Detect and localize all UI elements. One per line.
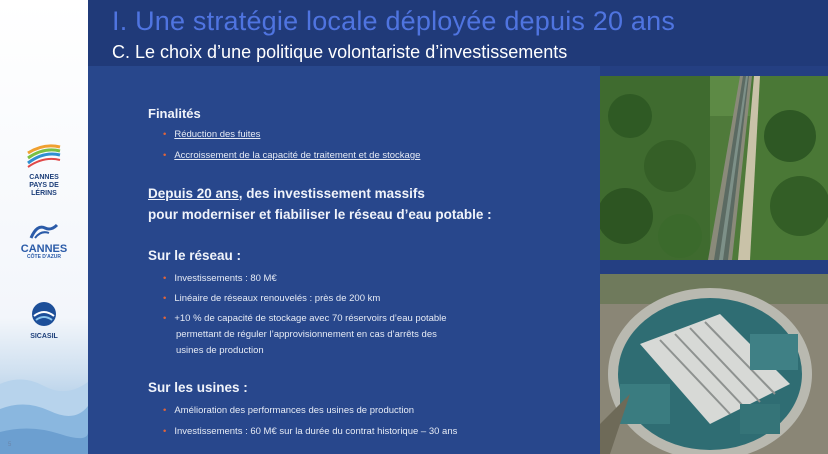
- reseau-item-2: [163, 291, 380, 306]
- usines-heading: Sur les usines :: [148, 380, 248, 395]
- treatment-plant-photo: [600, 274, 828, 454]
- reseau-item-3: [163, 311, 447, 326]
- bullet-icon: •: [163, 405, 167, 416]
- finalites-heading: Finalités: [148, 106, 201, 121]
- finalites-item-1-text: Réduction des fuites: [174, 129, 261, 140]
- logo2-title: CANNES: [20, 243, 68, 255]
- finalites-item-2-text: Accroissement de la capacité de traitement et de stockage: [174, 150, 421, 161]
- usines-item-1-text: Amélioration des performances des usines de production: [174, 405, 415, 416]
- cannes-logo: [8, 222, 80, 261]
- reseau-item-1-text: Investissements : 80 M€: [174, 273, 277, 284]
- usines-item-2: [163, 424, 457, 439]
- bullet-icon: •: [163, 313, 167, 324]
- reseau-item-3-line-3: usines de production: [176, 345, 264, 356]
- cannes-pays-de-lerins-logo: [8, 143, 80, 198]
- logo1-line-2: PAYS DE: [29, 182, 59, 189]
- lerins-stripes-icon: [24, 143, 64, 169]
- bullet-icon: •: [163, 426, 167, 437]
- usines-item-1: [163, 403, 414, 418]
- reseau-heading: Sur le réseau :: [148, 248, 242, 263]
- bullet-icon: •: [163, 293, 167, 304]
- sicasil-logo: [8, 300, 80, 341]
- logo3-text: SICASIL: [30, 333, 58, 340]
- canal-illustration: [600, 76, 828, 260]
- logo1-line-1: CANNES: [29, 174, 59, 181]
- palm-wave-icon: [27, 222, 61, 240]
- bullet-icon: •: [163, 150, 167, 161]
- bullet-icon: •: [163, 129, 167, 140]
- reseau-item-2-text: Linéaire de réseaux renouvelés : près de 200 km: [174, 293, 381, 304]
- intro-line-1: [148, 183, 425, 204]
- reseau-item-3-line-2: permettant de réguler l’approvisionnement en cas d’arrêts des: [176, 329, 437, 340]
- finalites-item-1: [163, 127, 260, 142]
- intro-lead-underlined: Depuis 20 ans: [148, 186, 239, 201]
- slide-subtitle: C. Le choix d’une politique volontariste d’investissements: [112, 42, 568, 62]
- finalites-item-2: [163, 148, 420, 163]
- bullet-icon: •: [163, 273, 167, 284]
- intro-lead-rest: , des investissement massifs: [238, 186, 425, 201]
- slide-number: 5: [8, 442, 12, 448]
- water-drop-icon: [29, 300, 59, 328]
- usines-item-2-text: Investissements : 60 M€ sur la durée du contrat historique – 30 ans: [174, 426, 458, 437]
- canal-photo: [600, 76, 828, 260]
- intro-line-2: pour moderniser et fiabiliser le réseau d’eau potable :: [148, 207, 492, 222]
- reseau-item-1: [163, 271, 277, 286]
- reseau-item-3-line-1: +10 % de capacité de stockage avec 70 réservoirs d’eau potable: [174, 313, 447, 324]
- slide-title: I. Une stratégie locale déployée depuis 20 ans: [112, 6, 676, 36]
- sea-wave-decoration: [0, 364, 88, 454]
- logo2-subtitle: CÔTE D'AZUR: [27, 254, 61, 260]
- treatment-plant-illustration: [600, 274, 828, 454]
- logo-band: [0, 0, 88, 454]
- logo1-line-3: LÉRINS: [31, 190, 57, 197]
